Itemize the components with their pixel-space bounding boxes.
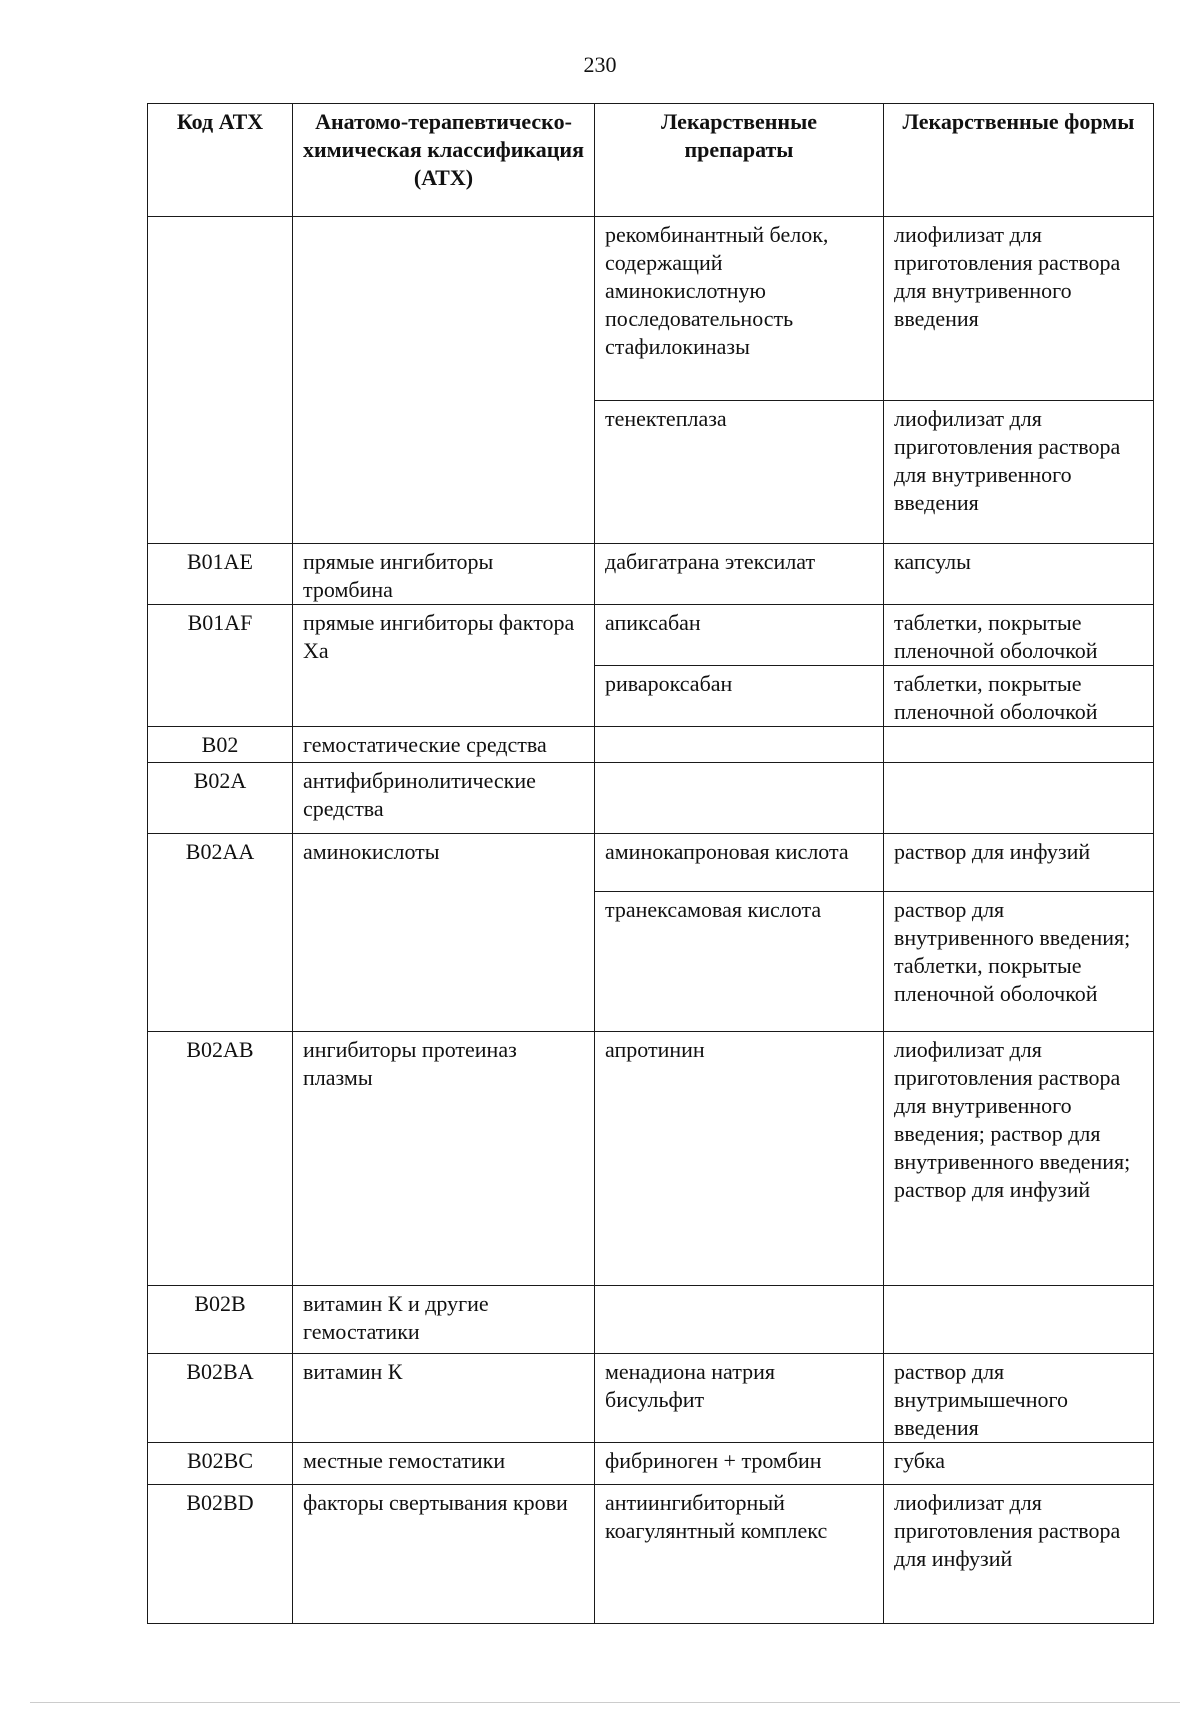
cell-form: капсулы [884,544,1154,605]
cell-form: лиофилизат для приготовления раствора для внутривенного введения; раствор для внутривенного введения; раствор для инфузий [884,1032,1154,1286]
table-row [148,1354,1154,1443]
scan-edge-line [30,1702,1180,1703]
table-row [148,834,1154,892]
table-row [148,1286,1154,1354]
cell-drug: менадиона натрия бисульфит [595,1354,884,1443]
header-code: Код АТХ [148,104,293,217]
cell-class: аминокислоты [293,834,595,1032]
cell-drug: аминокапроновая кислота [595,834,884,892]
atc-table [147,103,1154,1624]
cell-class: прямые ингибиторы тромбина [293,544,595,605]
cell-code: B02 [148,727,293,763]
cell-form: таблетки, покрытые пленочной оболочкой [884,605,1154,666]
cell-class: гемостатические средства [293,727,595,763]
cell-drug [595,727,884,763]
table-row [148,1032,1154,1286]
cell-drug: апротинин [595,1032,884,1286]
cell-code: B01AE [148,544,293,605]
cell-class: витамин К [293,1354,595,1443]
cell-code: B02AA [148,834,293,1032]
cell-drug: тенектеплаза [595,401,884,544]
table-row [148,763,1154,834]
cell-form: раствор для внутривенного введения; таблетки, покрытые пленочной оболочкой [884,892,1154,1032]
cell-drug: фибриноген + тромбин [595,1443,884,1485]
cell-form [884,727,1154,763]
cell-code: B02B [148,1286,293,1354]
cell-code: B01AF [148,605,293,727]
table-row [148,1443,1154,1485]
cell-form: лиофилизат для приготовления раствора для внутривенного введения [884,217,1154,401]
cell-class: антифибринолитические средства [293,763,595,834]
header-class: Анатомо-терапевтическо-химическая классификация (АТХ) [293,104,595,217]
cell-form: губка [884,1443,1154,1485]
cell-form: таблетки, покрытые пленочной оболочкой [884,666,1154,727]
cell-drug: транексамовая кислота [595,892,884,1032]
page-number: 230 [583,52,617,77]
cell-class: факторы свертывания крови [293,1485,595,1624]
cell-code: B02BA [148,1354,293,1443]
table-row [148,217,1154,401]
cell-class: прямые ингибиторы фактора Xa [293,605,595,727]
cell-form [884,1286,1154,1354]
cell-form: раствор для инфузий [884,834,1154,892]
cell-class: ингибиторы протеиназ плазмы [293,1032,595,1286]
cell-drug: дабигатрана этексилат [595,544,884,605]
cell-code: B02A [148,763,293,834]
cell-form: лиофилизат для приготовления раствора для внутривенного введения [884,401,1154,544]
header-forms: Лекарственные формы [884,104,1154,217]
cell-class [293,217,595,544]
table-header-row [148,104,1154,217]
table-row [148,1485,1154,1624]
cell-form: лиофилизат для приготовления раствора для инфузий [884,1485,1154,1624]
cell-form [884,763,1154,834]
table-row [148,544,1154,605]
cell-code [148,217,293,544]
cell-drug: рекомбинантный белок, содержащий аминокислотную последовательность стафилокиназы [595,217,884,401]
cell-drug [595,763,884,834]
cell-class: местные гемостатики [293,1443,595,1485]
table-row [148,727,1154,763]
cell-code: B02AB [148,1032,293,1286]
cell-drug: ривароксабан [595,666,884,727]
cell-drug: антиингибиторный коагулянтный комплекс [595,1485,884,1624]
cell-drug [595,1286,884,1354]
table-row [148,605,1154,666]
cell-class: витамин К и другие гемостатики [293,1286,595,1354]
cell-form: раствор для внутримышечного введения [884,1354,1154,1443]
cell-drug: апиксабан [595,605,884,666]
cell-code: B02BD [148,1485,293,1624]
header-drugs: Лекарственные препараты [595,104,884,217]
cell-code: B02BC [148,1443,293,1485]
